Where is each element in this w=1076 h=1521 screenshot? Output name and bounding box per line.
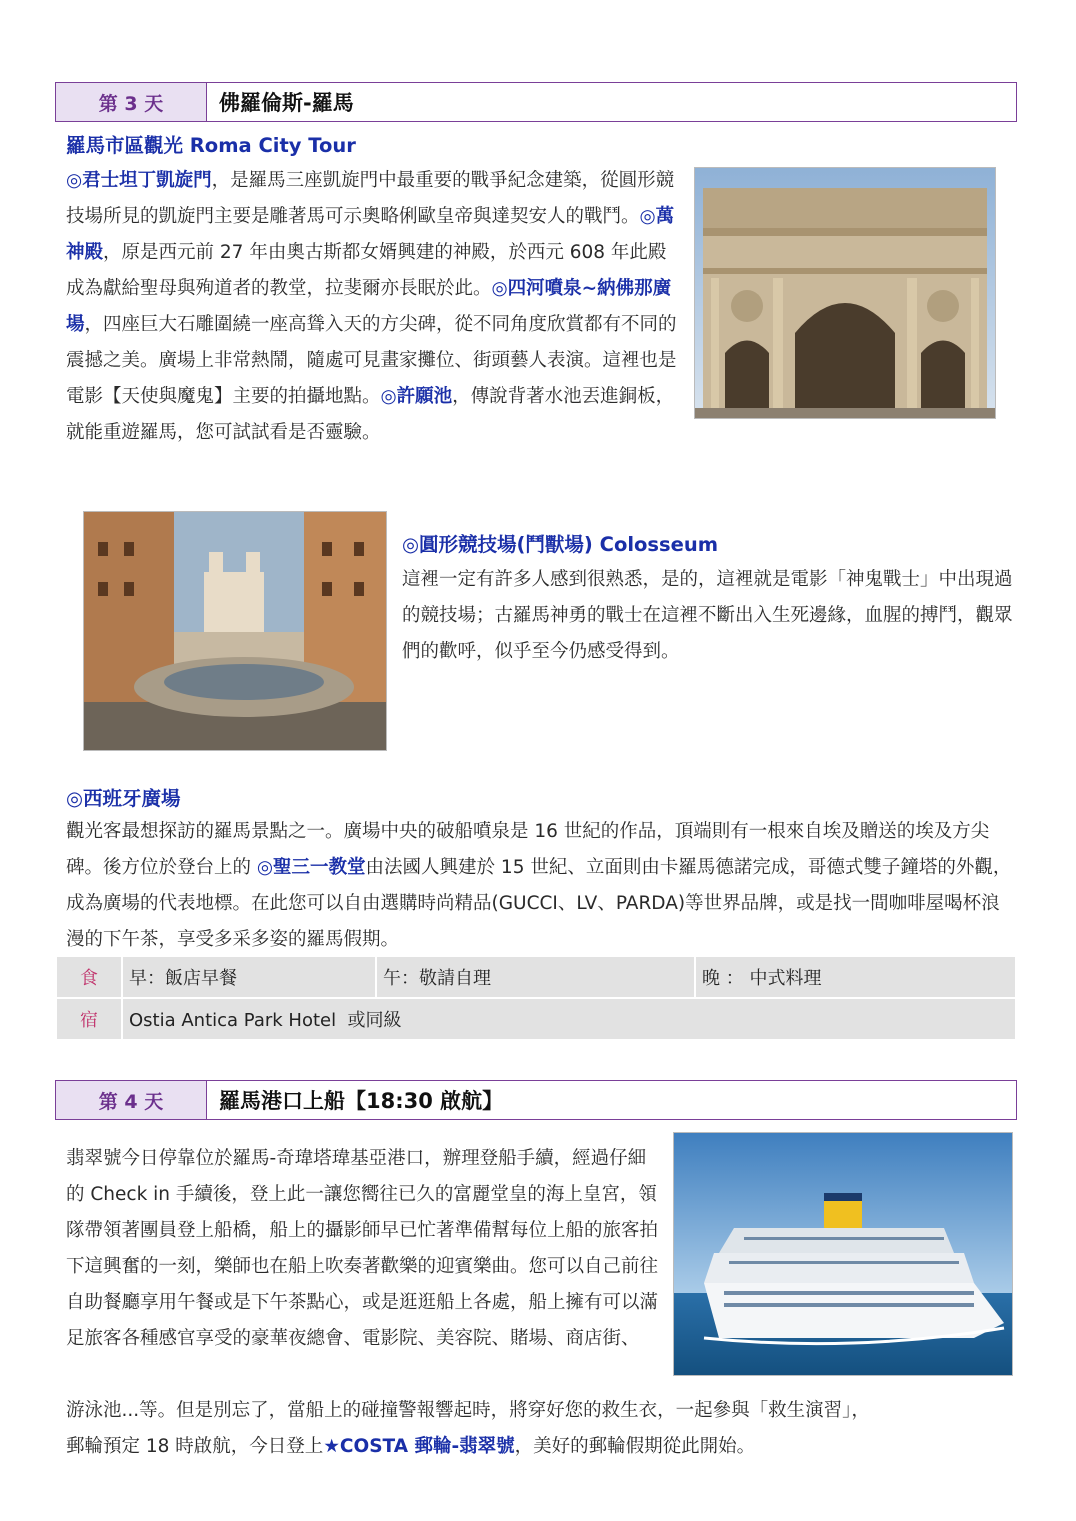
spanish-steps-photo	[83, 511, 387, 751]
day4-number: 第 4 天	[56, 1081, 207, 1119]
trevi-name: ◎許願池	[380, 386, 453, 407]
day4-header	[55, 1080, 1017, 1120]
day3-subtitle: 羅馬市區觀光 Roma City Tour	[66, 134, 356, 157]
day4-paragraph-2: 游泳池...等。但是別忘了，當船上的碰撞警報響起時，將穿好您的救生衣，一起參與「救生演習」，	[66, 1400, 870, 1421]
pantheon-text: ，原是西元前 27 年由奧古斯都女婿興建的神殿，於西元 608 年此殿成為獻給聖母與殉道者的教堂，拉斐爾亦長眠於此。	[66, 242, 667, 299]
day4-paragraph: 翡翠號今日停靠位於羅馬-奇瑋塔瑋基亞港口，辦理登船手續，經過仔細的 Check in 手續後，登上此一讓您嚮往已久的富麗堂皇的海上皇宮，領隊帶領著團員登上船橋，船上的攝影師早已忙著準備幫每位上船的旅客拍下這興奮的一刻，樂師也在船上吹奏著歡樂的迎賓樂曲。您可以自己前往自助餐廳享用午餐或是下午茶點心，或是逛逛船上各處，船上擁有可以滿足旅客各種感官享受的豪華夜總會、電影院、美容院、賭場、商店街、	[66, 1148, 659, 1349]
lunch-cell: 午：敬請自理	[376, 956, 695, 998]
day3-title: 佛羅倫斯-羅馬	[219, 91, 354, 115]
navona-text: ，四座巨大石雕圍繞一座高聳入天的方尖碑，從不同角度欣賞都有不同的震撼之美。廣場上非常熱鬧，隨處可見畫家攤位、街頭藝人表演。這裡也是電影【天使與魔鬼】主要的拍攝地點。	[66, 314, 677, 407]
breakfast-cell: 早：飯店早餐	[122, 956, 376, 998]
spanish-steps-text-1: 觀光客最想探訪的羅馬景點之一。廣場中央的破船噴泉是 16 世紀的作品，頂端則有一根來自埃及贈送的埃及方尖碑。後方位於登台上的	[66, 821, 990, 878]
food-label: 食	[56, 956, 122, 998]
cruise-ship-photo	[673, 1132, 1013, 1376]
day3-paragraph-sights	[66, 163, 678, 451]
spanish-steps-title: ◎西班牙廣場	[66, 787, 181, 810]
day3-meals-table	[55, 955, 1017, 1041]
arch-of-constantine-photo	[694, 167, 996, 419]
trinita-dei-monti-name: ◎聖三一教堂	[256, 857, 366, 878]
day4-text-b: ，美好的郵輪假期從此開始。	[514, 1436, 756, 1457]
arch-text: ，是羅馬三座凱旋門中最重要的戰爭紀念建築，從圓形競技場所見的凱旋門主要是雕著馬可示奧略俐歐皇帝與達契安人的戰鬥。	[66, 170, 675, 227]
day4-paragraph-3	[66, 1429, 1016, 1465]
hotel-cell: Ostia Antica Park Hotel 或同級	[122, 998, 1016, 1040]
day4-title: 羅馬港口上船【18:30 啟航】	[219, 1089, 504, 1113]
dinner-cell: 晚 ： 中式料理	[695, 956, 1016, 998]
stay-label: 宿	[56, 998, 122, 1040]
spanish-steps-text	[66, 814, 1016, 958]
meals-row	[56, 956, 1016, 998]
pantheon-name: ◎萬神殿	[66, 206, 675, 263]
day3-number: 第 3 天	[56, 83, 207, 121]
navona-name: ◎四河噴泉~納佛那廣場	[66, 278, 672, 335]
costa-ship-name: ★COSTA 郵輪-翡翠號	[323, 1436, 515, 1457]
spanish-steps-text-2: 由法國人興建於 15 世紀、立面則由卡羅馬德諾完成，哥德式雙子鐘塔的外觀，成為廣場的代表地標。在此您可以自由選購時尚精品(GUCCI、LV、PARDA)等世界品牌，或是找一間咖啡屋喝杯浪漫的下午茶，享受多采多姿的羅馬假期。	[66, 857, 1012, 950]
trevi-text: ，傳說背著水池丟進銅板，就能重遊羅馬，您可試試看是否靈驗。	[66, 386, 675, 443]
day4-text-a: 郵輪預定 18 時啟航，今日登上	[66, 1436, 324, 1457]
colosseum-title: ◎圓形競技場(鬥獸場) Colosseum	[402, 533, 719, 556]
colosseum-text: 這裡一定有許多人感到很熟悉，是的，這裡就是電影「神鬼戰士」中出現過的競技場；古羅馬神勇的戰士在這裡不斷出入生死邊緣，血腥的搏鬥，觀眾們的歡呼，似乎至今仍感受得到。	[402, 569, 1013, 662]
hotel-row	[56, 998, 1016, 1040]
arch-of-constantine-name: ◎君士坦丁凱旋門	[66, 170, 212, 191]
day3-header	[55, 82, 1017, 122]
